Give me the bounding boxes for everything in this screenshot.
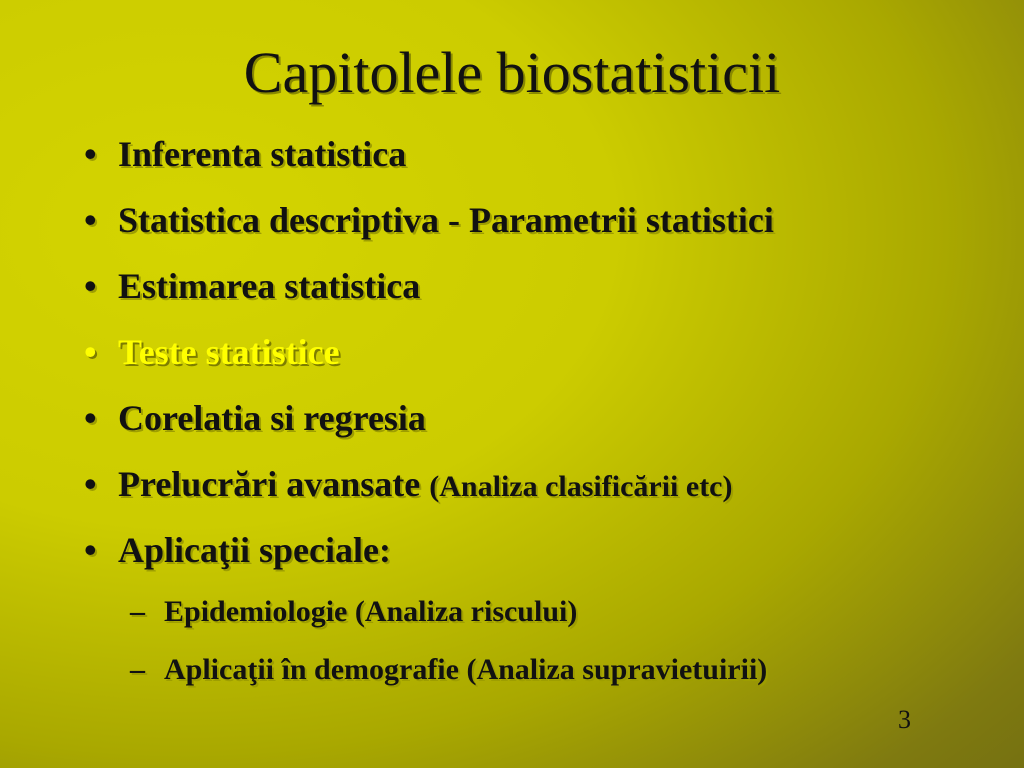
sub-bullet-item (80, 650, 980, 708)
bullet-item (80, 130, 980, 196)
bullet-text: Inferenta statistica (118, 134, 407, 174)
sub-bullet-text: Aplicaţii în demografie (Analiza supravietuirii) (164, 653, 768, 686)
bullet-text: Statistica descriptiva - Parametrii statistici (118, 200, 774, 240)
bullet-item (80, 262, 980, 328)
bullet-symbol: • (84, 530, 97, 570)
bullet-text: Corelatia si regresia (118, 398, 426, 438)
sub-bullet-item (80, 592, 980, 650)
bullet-symbol: • (84, 200, 97, 240)
bullet-item-highlighted (80, 328, 980, 394)
sub-bullet-symbol: – (130, 653, 145, 686)
bullet-item (80, 196, 980, 262)
bullet-text: Estimarea statistica (118, 266, 421, 306)
page-number: 3 (898, 705, 911, 734)
bullet-symbol: • (84, 332, 97, 372)
bullet-list (80, 130, 980, 708)
sub-bullet-text: Epidemiologie (Analiza riscului) (164, 595, 578, 628)
bullet-symbol: • (84, 464, 97, 504)
bullet-symbol: • (84, 266, 97, 306)
bullet-note: (Analiza clasificării etc) (429, 470, 733, 503)
bullet-item (80, 394, 980, 460)
bullet-item (80, 460, 980, 526)
bullet-text: Teste statistice (118, 332, 340, 372)
sub-bullet-symbol: – (130, 595, 145, 628)
bullet-symbol: • (84, 398, 97, 438)
slide-title: Capitolele biostatisticii (243, 40, 781, 105)
bullet-text: Prelucrări avansate (118, 464, 421, 504)
bullet-symbol: • (84, 134, 97, 174)
bullet-item (80, 526, 980, 592)
bullet-text: Aplicaţii speciale: (118, 530, 391, 570)
